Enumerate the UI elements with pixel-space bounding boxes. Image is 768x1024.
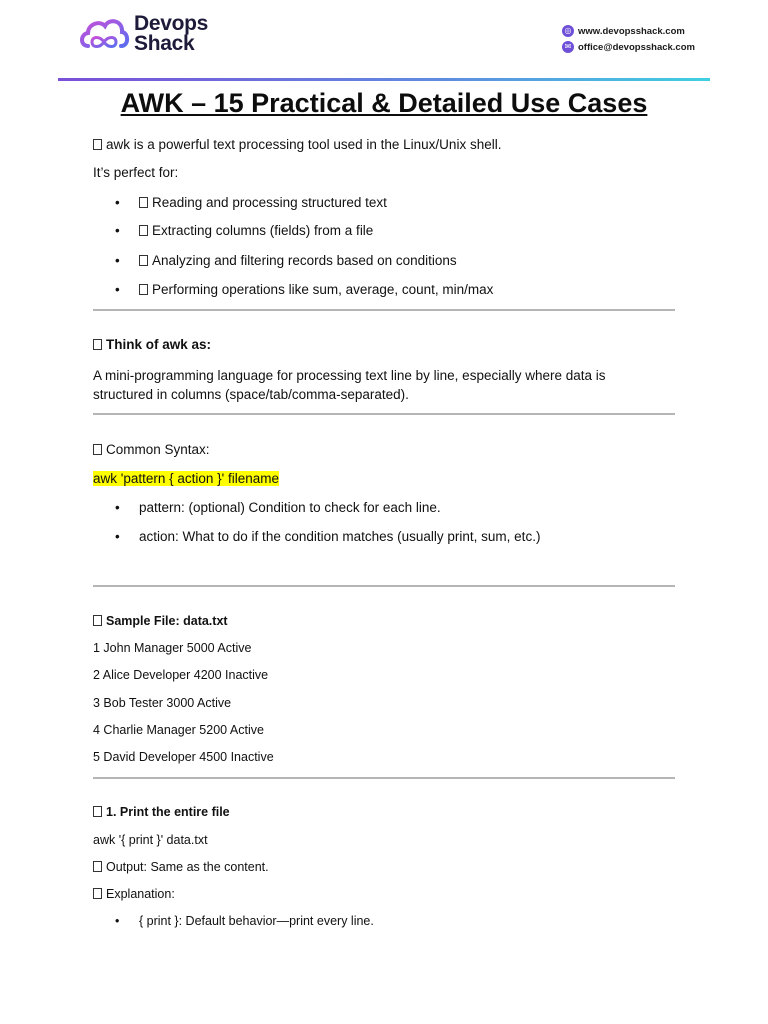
emoji-placeholder-icon [139,225,148,236]
email-link[interactable]: office@devopsshack.com [578,41,695,53]
sample-line: 5 David Developer 4500 Inactive [93,750,274,764]
syntax-code: awk 'pattern { action }' filename [93,471,280,486]
section-divider [93,309,675,311]
globe-icon: ◎ [562,25,574,37]
website-link[interactable]: www.devopsshack.com [578,25,685,37]
intro-line: awk is a powerful text processing tool used in the Linux/Unix shell. [93,137,501,152]
emoji-placeholder-icon [93,615,102,626]
logo-wordmark [134,14,208,54]
think-body: A mini-programming language for processing text line by line, especially where data is structured in columns (space/tab/comma-separated). [93,368,606,402]
sample-line: 3 Bob Tester 3000 Active [93,696,232,710]
emoji-placeholder-icon [93,888,102,899]
case1-code: awk '{ print }' data.txt [93,833,208,847]
syntax-heading: Common Syntax: [93,442,210,457]
cloud-infinity-logo-icon [78,12,130,56]
header-divider [58,78,710,81]
list-item: • Reading and processing structured text [115,195,363,210]
sample-line: 2 Alice Developer 4200 Inactive [93,668,269,682]
emoji-placeholder-icon [139,255,148,266]
contact-info [562,23,695,55]
devopsshack-logo [78,12,208,56]
section-divider [93,585,675,587]
list-item: • action: What to do if the condition matches (usually print, sum, etc.) [115,529,516,544]
emoji-placeholder-icon [93,139,102,150]
section-divider [93,777,675,779]
emoji-placeholder-icon [93,861,102,872]
sample-line: 4 Charlie Manager 5200 Active [93,723,264,737]
emoji-placeholder-icon [93,339,102,350]
mail-icon: ✉ [562,41,574,53]
think-heading: Think of awk as: [93,337,211,352]
case1-heading: 1. Print the entire file [93,805,230,819]
list-item: • pattern: (optional) Condition to check for each line. [115,500,417,515]
emoji-placeholder-icon [139,284,148,295]
section-divider [93,413,675,415]
sample-heading: Sample File: data.txt [93,614,228,628]
list-item: • Performing operations like sum, average, count, min/max [115,282,469,297]
sample-line: 1 John Manager 5000 Active [93,641,252,655]
email-contact[interactable] [562,39,695,55]
case1-output: Output: Same as the content. [93,860,269,874]
page-header [0,0,768,82]
list-item: • { print }: Default behavior—print every line. [115,914,350,928]
case1-explanation: Explanation: [93,887,175,901]
list-item: • Analyzing and filtering records based on conditions [115,253,433,268]
list-item: • Extracting columns (fields) from a file [115,223,349,238]
emoji-placeholder-icon [139,197,148,208]
logo-line-1: Devops [134,12,209,35]
emoji-placeholder-icon [93,444,102,455]
emoji-placeholder-icon [93,806,102,817]
page-title: AWK – 15 Practical & Detailed Use Cases [120,88,648,118]
logo-line-2: Shack [134,32,195,55]
website-contact[interactable] [562,23,695,39]
intro-perfect-for: It’s perfect for: [93,165,179,180]
